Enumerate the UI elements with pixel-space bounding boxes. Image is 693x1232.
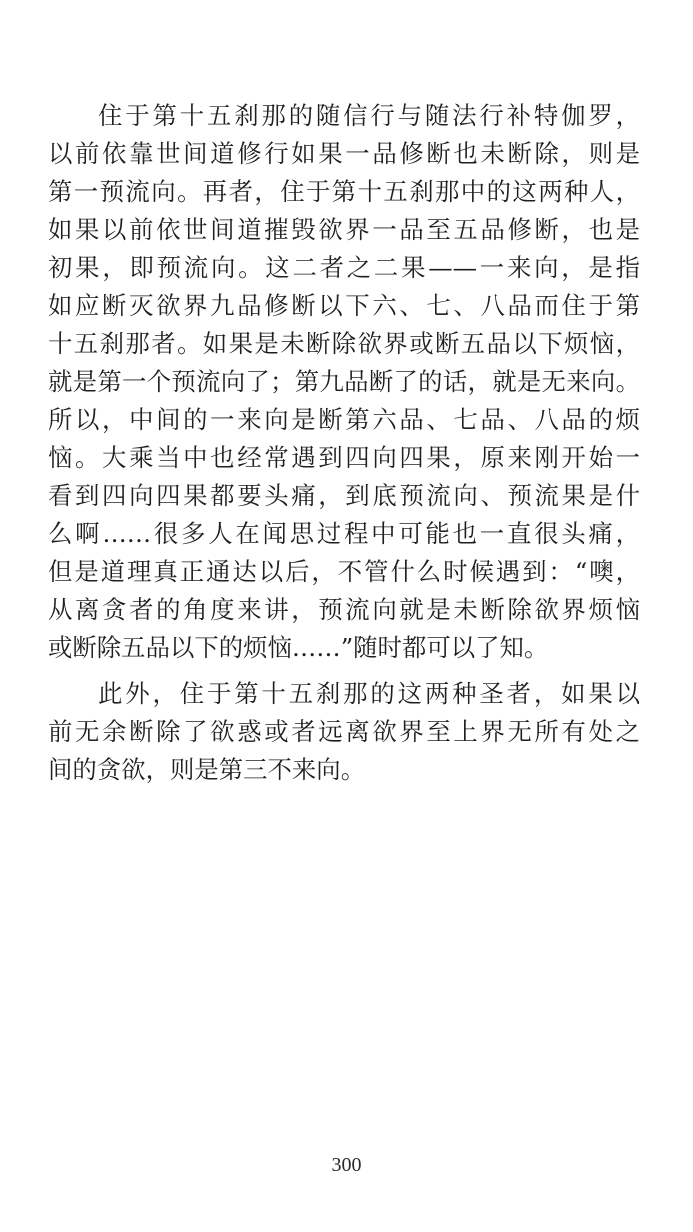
text-line: 看到四向四果都要头痛，到底预流向、预流果是什 <box>48 481 640 510</box>
text-line: 以前依靠世间道修行如果一品修断也未断除，则是 <box>48 139 640 168</box>
text-line: 间的贪欲，则是第三不来向。 <box>48 755 366 784</box>
text-line: 此外，住于第十五刹那的这两种圣者，如果以 <box>98 679 640 708</box>
page-number: 300 <box>331 1154 362 1176</box>
text-line: 十五刹那者。如果是未断除欲界或断五品以下烦恼， <box>48 329 640 358</box>
text-line: 如果以前依世间道摧毁欲界一品至五品修断，也是 <box>48 215 640 244</box>
body-text <box>48 97 640 789</box>
text-line: 从离贪者的角度来讲，预流向就是未断除欲界烦恼 <box>48 595 640 624</box>
text-line: 但是道理真正通达以后，不管什么时候遇到：“噢， <box>48 557 640 586</box>
text-line: 第一预流向。再者，住于第十五刹那中的这两种人， <box>48 177 640 206</box>
text-line: 所以，中间的一来向是断第六品、七品、八品的烦 <box>48 405 640 434</box>
text-line: 或断除五品以下的烦恼……”随时都可以了知。 <box>48 633 549 662</box>
text-line: 初果，即预流向。这二者之二果——一来向，是指 <box>48 253 640 282</box>
text-line: 前无余断除了欲惑或者远离欲界至上界无所有处之 <box>48 717 640 746</box>
text-line: 就是第一个预流向了；第九品断了的话，就是无来向。 <box>48 367 640 396</box>
text-line: 如应断灭欲界九品修断以下六、七、八品而住于第 <box>48 291 640 320</box>
text-line: 么啊……很多人在闻思过程中可能也一直很头痛， <box>48 519 640 548</box>
text-line: 恼。大乘当中也经常遇到四向四果，原来刚开始一 <box>48 443 640 472</box>
text-line: 住于第十五刹那的随信行与随法行补特伽罗， <box>98 101 640 130</box>
paragraph-gap <box>48 667 640 675</box>
